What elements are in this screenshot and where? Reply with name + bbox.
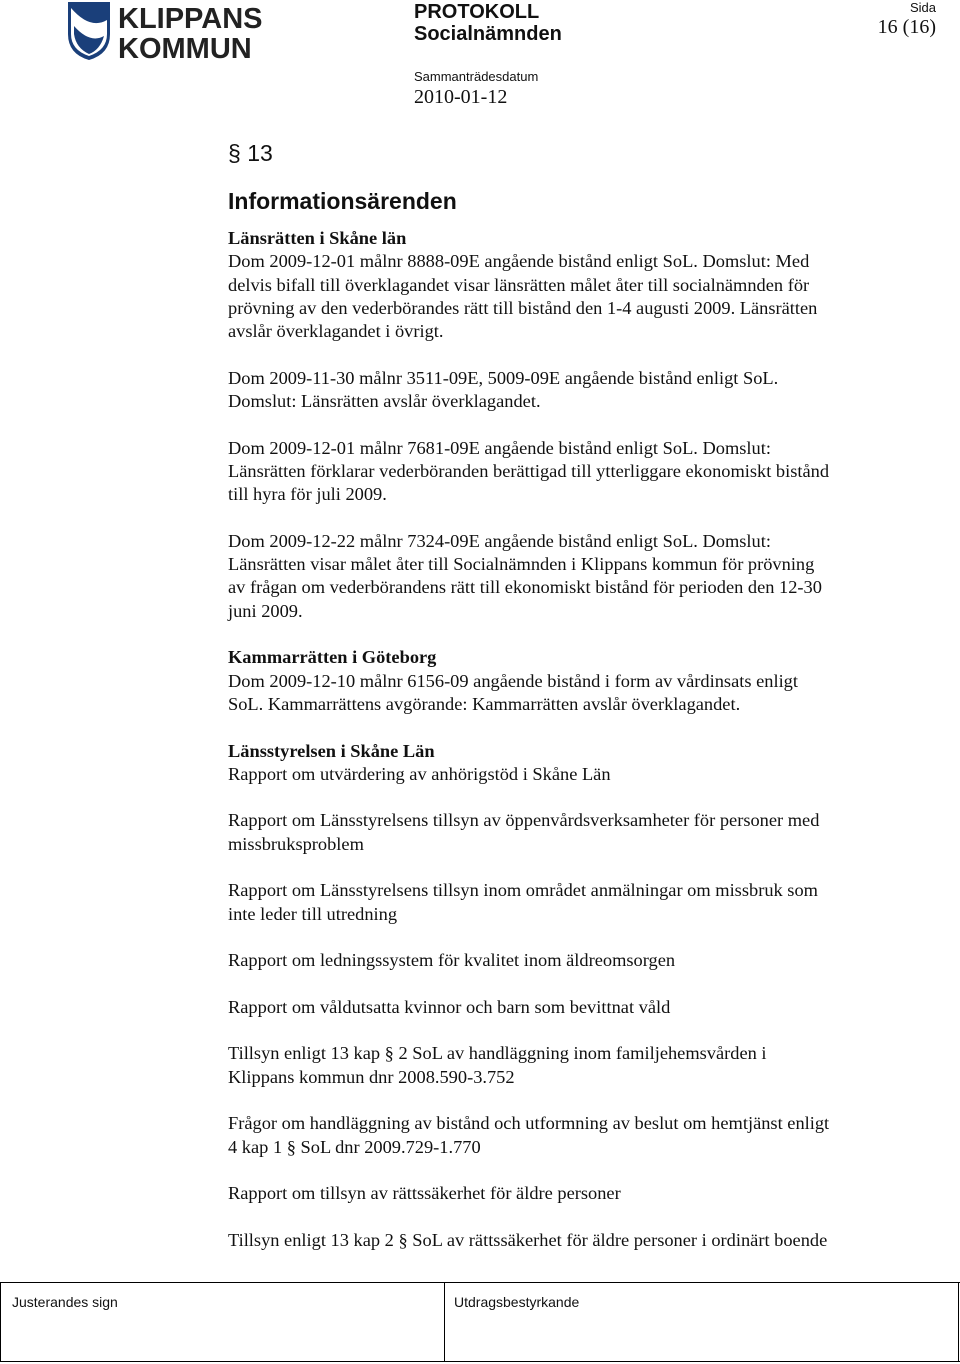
utdragsbestyrkande-label: Utdragsbestyrkande	[454, 1294, 580, 1310]
case-text-line: Rapport om tillsyn av rättssäkerhet för äldre personer	[228, 1183, 621, 1204]
case-entry	[228, 1229, 928, 1252]
footer-divider	[0, 1282, 1, 1362]
case-text-line: till hyra för juli 2009.	[228, 484, 387, 505]
document-type: PROTOKOLL	[414, 1, 540, 23]
section-number	[228, 138, 928, 168]
case-text-line: Klippans kommun dnr 2008.590-3.752	[228, 1066, 515, 1087]
case-entry	[228, 530, 928, 623]
case-entry	[228, 740, 928, 787]
case-entry	[228, 949, 928, 972]
justerandes-sign-label: Justerandes sign	[12, 1294, 118, 1310]
case-entry	[228, 227, 928, 343]
case-list	[228, 227, 928, 1252]
case-text-line: avslår överklagandet i övrigt.	[228, 321, 444, 342]
page-label: Sida	[909, 0, 936, 15]
authority-heading: Kammarrätten i Göteborg	[228, 647, 437, 668]
case-text-line: delvis bifall till överklagandet visar länsrätten målet åter till socialnämnden för	[228, 274, 810, 295]
footer-divider	[444, 1282, 445, 1362]
authority-heading: Länsrätten i Skåne län	[228, 228, 407, 248]
page-number: 16 (16)	[877, 16, 936, 38]
footer-bottom-rule	[0, 1361, 960, 1362]
case-entry	[228, 809, 928, 856]
case-text-line: inte leder till utredning	[228, 903, 398, 924]
section-number-value: 13	[247, 140, 273, 166]
case-text-line: Dom 2009-12-22 målnr 7324-09E angående bistånd enligt SoL. Domslut:	[228, 530, 771, 551]
case-text-line: Rapport om Länsstyrelsens tillsyn av öppenvårdsverksamheter för personer med	[228, 810, 820, 831]
case-text-line: Domslut: Länsrätten avslår överklagandet.	[228, 391, 541, 412]
case-text-line: Tillsyn enligt 13 kap § 2 SoL av handläggning inom familjehemsvården i	[228, 1043, 767, 1064]
case-text-line: Länsrätten visar målet åter till Socialnämnden i Klippans kommun för prövning	[228, 554, 815, 575]
signature-footer	[0, 1282, 960, 1364]
case-entry	[228, 1182, 928, 1205]
case-text-line: 4 kap 1 § SoL dnr 2009.729-1.770	[228, 1136, 481, 1157]
protocol-content	[228, 138, 928, 1252]
case-entry	[228, 367, 928, 414]
case-text-line: missbruksproblem	[228, 833, 364, 854]
footer-top-rule	[0, 1282, 960, 1283]
committee-name: Socialnämnden	[414, 23, 562, 45]
case-text-line: Dom 2009-12-10 målnr 6156-09 angående bistånd i form av vårdinsats enligt	[228, 670, 798, 691]
case-entry	[228, 1112, 928, 1159]
case-text-line: juni 2009.	[228, 600, 303, 621]
case-text-line: Rapport om Länsstyrelsens tillsyn inom området anmälningar om missbruk som	[228, 880, 818, 901]
meeting-date-label: Sammanträdesdatum	[414, 69, 539, 84]
case-text-line: Rapport om våldutsatta kvinnor och barn som bevittnat våld	[228, 996, 671, 1017]
case-text-line: prövning av den vederbörandes rätt till bistånd den 1-4 augusti 2009. Länsrätten	[228, 297, 818, 318]
case-text-line: Rapport om utvärdering av anhörigstöd i Skåne Län	[228, 763, 611, 784]
case-text-line: Frågor om handläggning av bistånd och utformning av beslut om hemtjänst enligt	[228, 1113, 830, 1134]
case-text-line: av frågan om vederbörandens rätt till ekonomiskt bistånd för perioden den 12-30	[228, 577, 822, 598]
meeting-date: 2010-01-12	[414, 86, 508, 108]
coat-of-arms-shield-icon	[66, 0, 266, 62]
logo-text-klippans: KLIPPANS	[118, 3, 263, 35]
case-entry	[228, 996, 928, 1019]
municipality-logo	[66, 0, 266, 62]
case-text-line: SoL. Kammarrättens avgörande: Kammarrätten avslår överklagandet.	[228, 693, 741, 714]
case-text-line: Rapport om ledningssystem för kvalitet inom äldreomsorgen	[228, 950, 676, 971]
authority-heading: Länsstyrelsen i Skåne Län	[228, 740, 435, 761]
case-entry	[228, 1042, 928, 1089]
case-entry	[228, 879, 928, 926]
section-title: Informationsärenden	[228, 188, 457, 214]
case-text-line: Tillsyn enligt 13 kap 2 § SoL av rättssäkerhet för äldre personer i ordinärt boende	[228, 1229, 828, 1250]
case-text-line: Länsrätten förklarar vederböranden berättigad till ytterliggare ekonomiskt bistånd	[228, 460, 830, 481]
case-text-line: Dom 2009-12-01 målnr 8888-09E angående bistånd enligt SoL. Domslut: Med	[228, 251, 810, 272]
case-text-line: Dom 2009-11-30 målnr 3511-09E, 5009-09E angående bistånd enligt SoL.	[228, 367, 779, 388]
case-entry	[228, 646, 928, 716]
logo-text-kommun: KOMMUN	[118, 33, 252, 62]
case-text-line: Dom 2009-12-01 målnr 7681-09E angående bistånd enligt SoL. Domslut:	[228, 437, 771, 458]
case-entry	[228, 437, 928, 507]
footer-divider	[958, 1282, 959, 1362]
section-sign: §	[228, 140, 248, 166]
